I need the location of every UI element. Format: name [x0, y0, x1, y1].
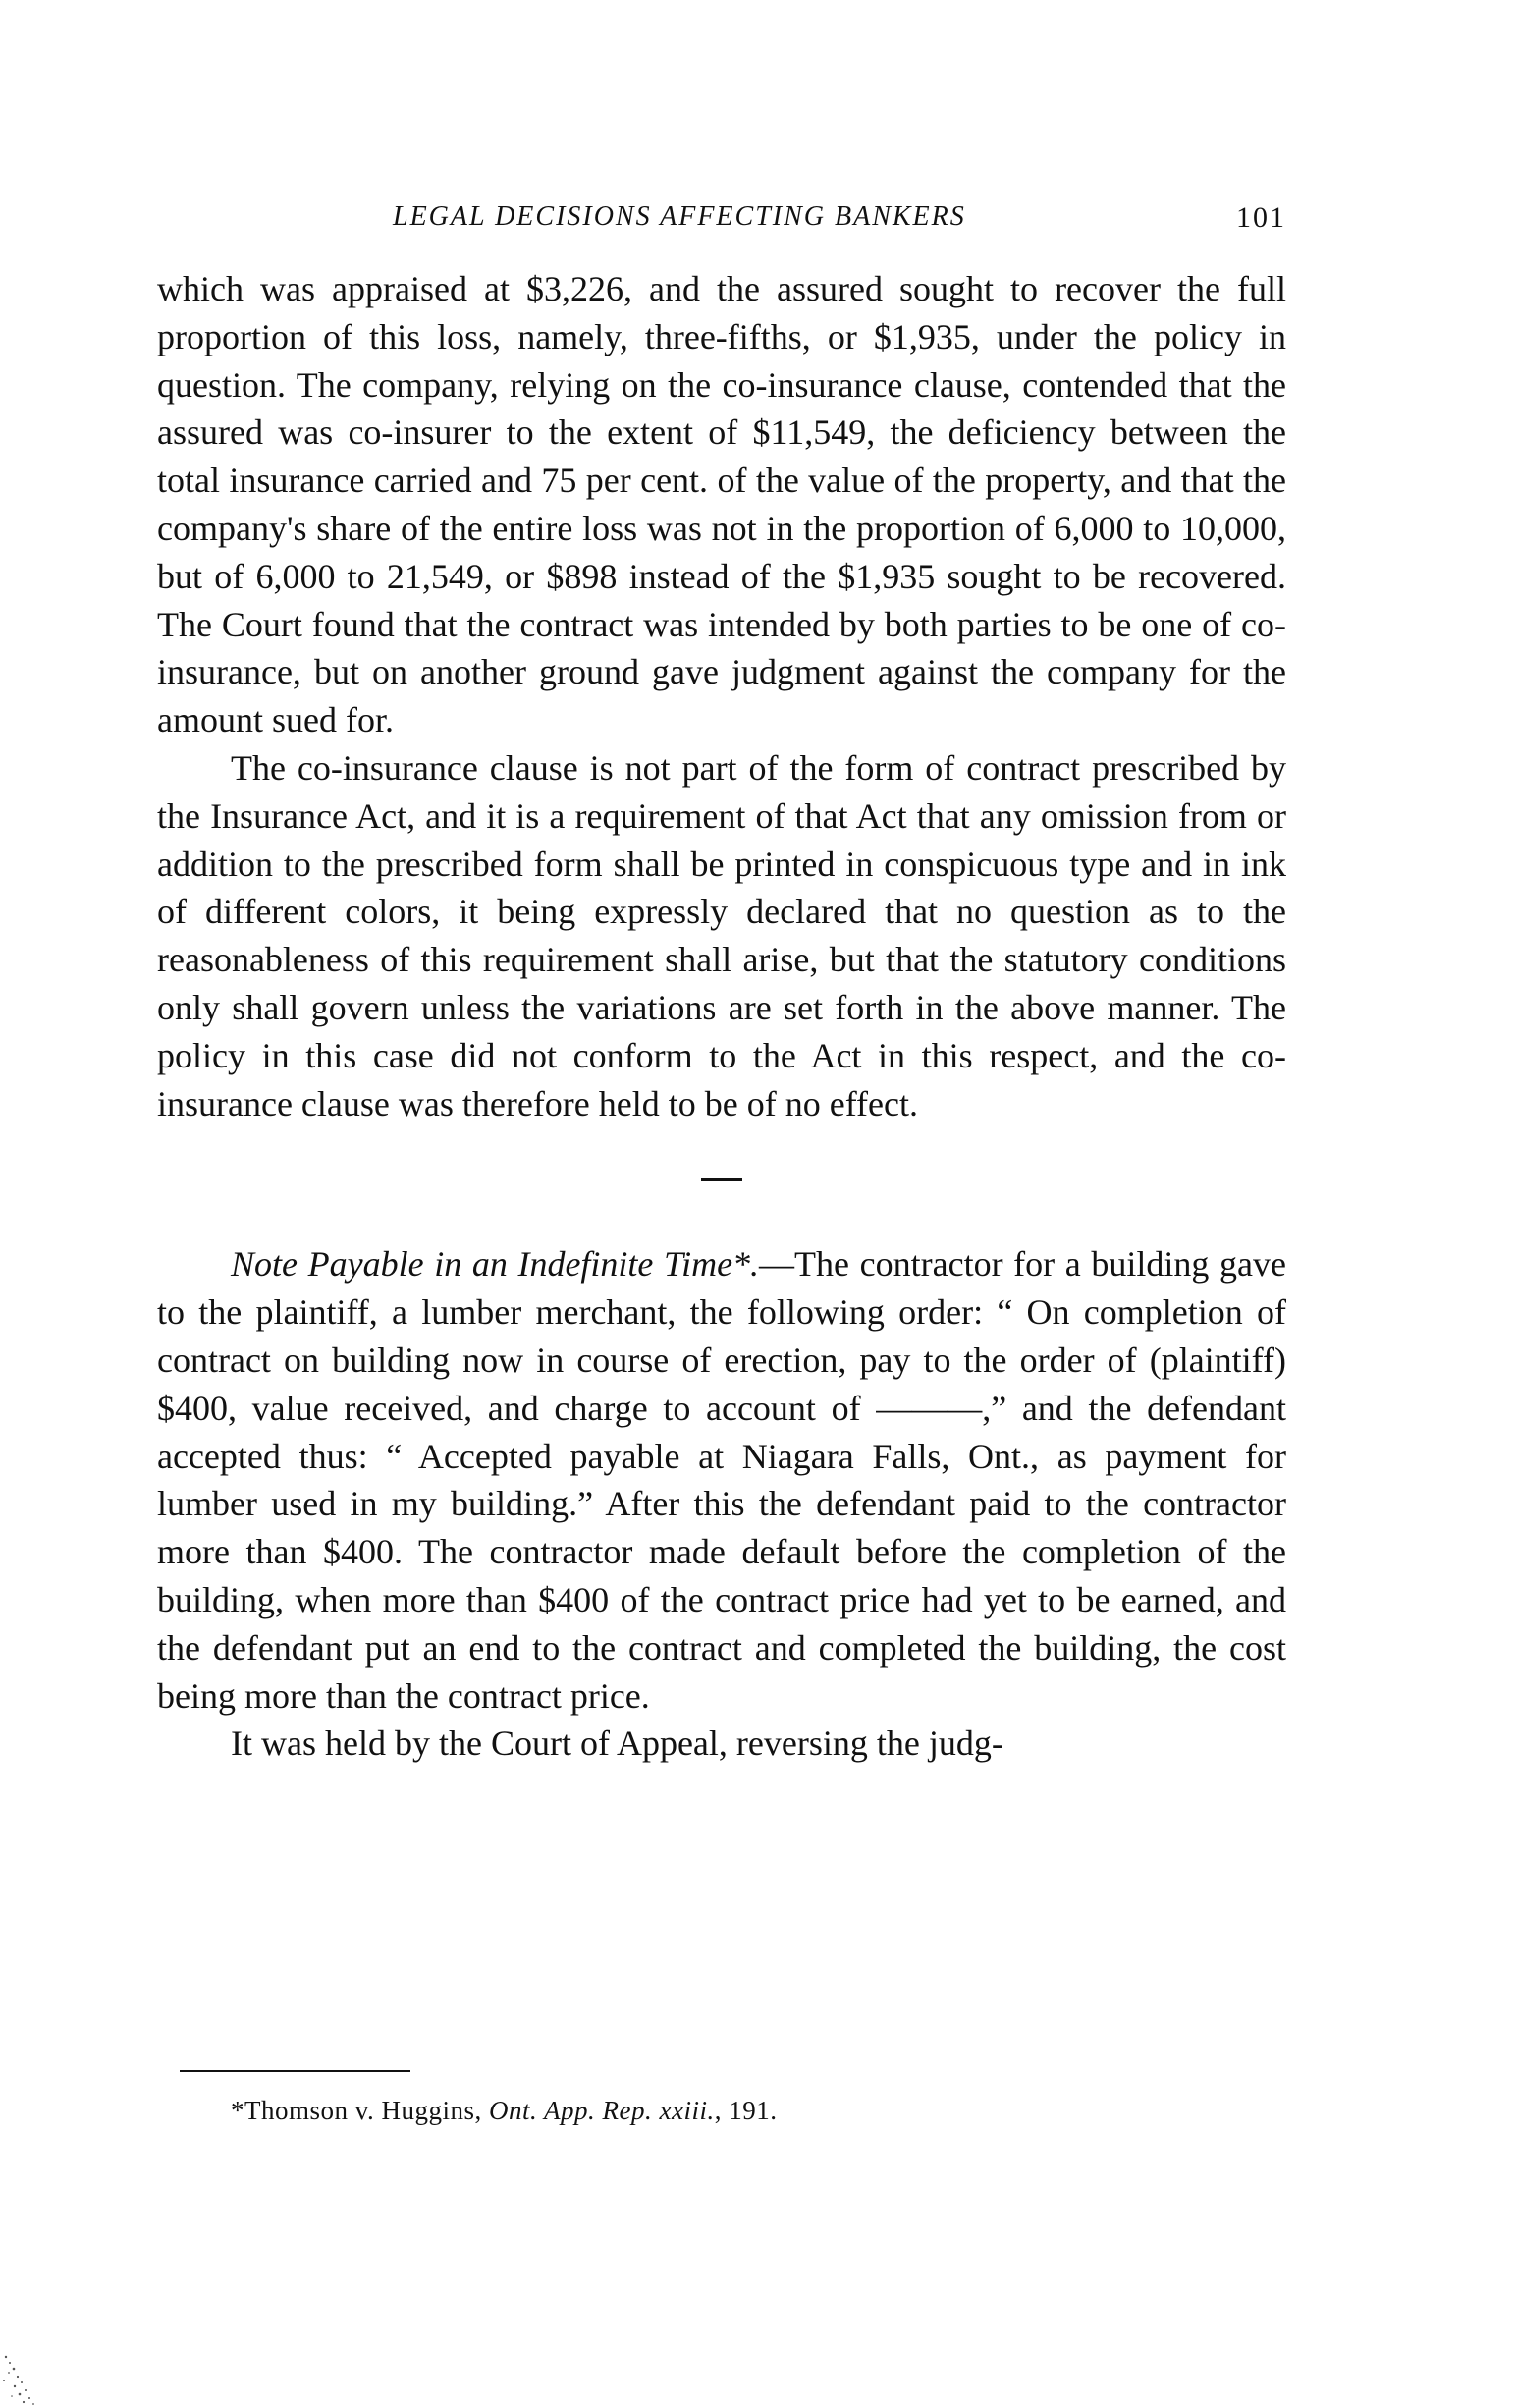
running-title: LEGAL DECISIONS AFFECTING BANKERS	[393, 201, 966, 232]
footnote-rule	[180, 2070, 410, 2072]
paragraph-continued: which was appraised at $3,226, and the assured sought to recover the full proportion of this loss, namely, three-fifths, or $1,935, under the policy in question. The company, relying on the co-insurance clause, contended that the assured was co-insurer to the extent of $11,549, the deficiency between the total insurance carried and 75 per cent. of the value of the property, and that the company's share of the entire loss was not in the proportion of 6,000 to 10,000, but of 6,000 to 21,549, or $898 instead of the $1,935 sought to be recovered. The Court found that the contract was intended by both parties to be one of co-insurance, but on another ground gave judgment against the company for the amount sued for.	[157, 269, 1286, 740]
scan-speckle	[0, 2347, 59, 2408]
footnote-page: , 191.	[714, 2096, 778, 2125]
section-divider	[701, 1178, 742, 1181]
running-head	[157, 201, 1286, 250]
footnote-case: *Thomson v. Huggins,	[231, 2096, 490, 2125]
paragraph-note-payable	[157, 1240, 1286, 1720]
footnote	[231, 2096, 777, 2126]
paragraph-note-payable-text: —The contractor for a building gave to the plaintiff, a lumber merchant, the following order: “ On completion of contract on building now in course of erection, pay to the order of (plaintiff) $400, value received, and charge to account of ———,” and the defendant accepted thus: “ Accepted payable at Niagara Falls, Ont., as payment for lumber used in my building.” After this the defendant paid to the contractor more than $400. The contractor made default before the completion of the building, when more than $400 of the contract price had yet to be earned, and the defendant put an end to the contract and completed the building, the cost being more than the contract price.	[157, 1244, 1286, 1716]
footnote-citation: Ont. App. Rep. xxiii.	[489, 2096, 715, 2125]
page-number: 101	[1236, 201, 1286, 234]
section-heading: Note Payable in an Indefinite Time*.	[231, 1244, 760, 1285]
paragraph-co-insurance-clause: The co-insurance clause is not part of the form of contract prescribed by the Insurance Act, and it is a requirement of that Act that any omission from or addition to the prescribed form shall be printed in conspicuous type and in ink of different colors, it being expressly declared that no question as to the reasonableness of this requirement shall arise, but that the statutory conditions only shall govern unless the variations are set forth in the above manner. The policy in this case did not conform to the Act in this respect, and the co-insurance clause was therefore held to be of no effect.	[157, 747, 1286, 1123]
body-text	[157, 265, 1286, 1768]
paragraph-court-of-appeal: It was held by the Court of Appeal, reversing the judg-	[231, 1724, 1003, 1764]
